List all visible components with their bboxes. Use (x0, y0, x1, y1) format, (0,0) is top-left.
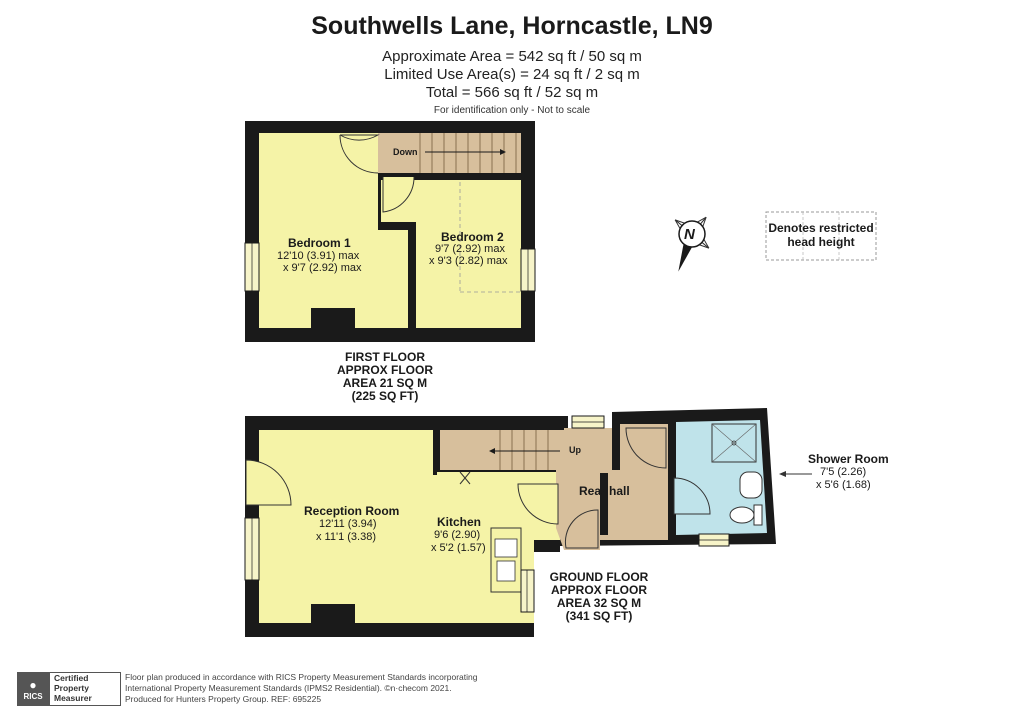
room-dim-shower-b: x 5'6 (1.68) (816, 479, 871, 491)
room-name-bedroom-1: Bedroom 1 (288, 236, 351, 250)
total-area-text: Total = 566 sq ft / 52 sq m (425, 84, 599, 101)
room-dim-reception-b: x 11'1 (3.38) (316, 531, 376, 543)
restricted-height-legend-text: Denotes restricted head height (768, 221, 874, 249)
room-dim-kitchen-b: x 5'2 (1.57) (431, 542, 486, 554)
room-name-reception-room: Reception Room (304, 504, 400, 518)
room-dim-reception-a: 12'11 (3.94) (319, 518, 377, 530)
room-name-shower-room: Shower Room (808, 452, 889, 466)
room-dim-bedroom-1-b: x 9'7 (2.92) max (283, 262, 362, 274)
rics-certified-badge: ● RICS Certified Property Measurer (17, 672, 117, 706)
room-dim-bedroom-1-a: 12'10 (3.91) max (277, 250, 360, 262)
north-compass-icon (671, 213, 712, 274)
room-dim-bedroom-2-a: 9'7 (2.92) max (435, 243, 505, 255)
toilet (730, 507, 754, 523)
compass-north-letter: N (684, 226, 695, 243)
washbasin (740, 472, 762, 498)
page-title: Southwells Lane, Horncastle, LN9 (311, 12, 713, 40)
room-dim-kitchen-a: 9'6 (2.90) (434, 529, 481, 541)
room-name-rear-hall: Rear hall (579, 484, 630, 498)
limited-area-text: Limited Use Area(s) = 24 sq ft / 2 sq m (384, 66, 640, 83)
room-name-kitchen: Kitchen (437, 515, 482, 529)
first-floor-area-label: FIRST FLOOR APPROX FLOOR AREA 21 SQ M (225 SQ FT) (336, 350, 433, 403)
rics-logo-icon: ● RICS (17, 672, 49, 706)
room-name-bedroom-2: Bedroom 2 (441, 230, 504, 244)
ground-floor-area-label: GROUND FLOOR APPROX FLOOR AREA 32 SQ M (341 SQ FT) (549, 570, 649, 623)
identification-note: For identification only - Not to scale (433, 105, 591, 116)
ground-floor-stairs-label: Up (569, 445, 581, 455)
ground-floor-stairs (440, 430, 564, 470)
kitchen-sink (495, 539, 517, 557)
approx-area-text: Approximate Area = 542 sq ft / 50 sq m (382, 48, 642, 65)
room-dim-bedroom-2-b: x 9'3 (2.82) max (429, 255, 508, 267)
footer-disclaimer: Floor plan produced in accordance with RICS Property Measurement Standards incorporating International Property Measurement Standards (IPMS2 Residential). ©n·checom 2021. Produced for Hunters Property Group. REF: 695225 (125, 672, 478, 704)
kitchen-hob (497, 561, 515, 581)
room-dim-shower-a: 7'5 (2.26) (820, 466, 867, 478)
first-floor-stairs-label: Down (393, 147, 418, 157)
